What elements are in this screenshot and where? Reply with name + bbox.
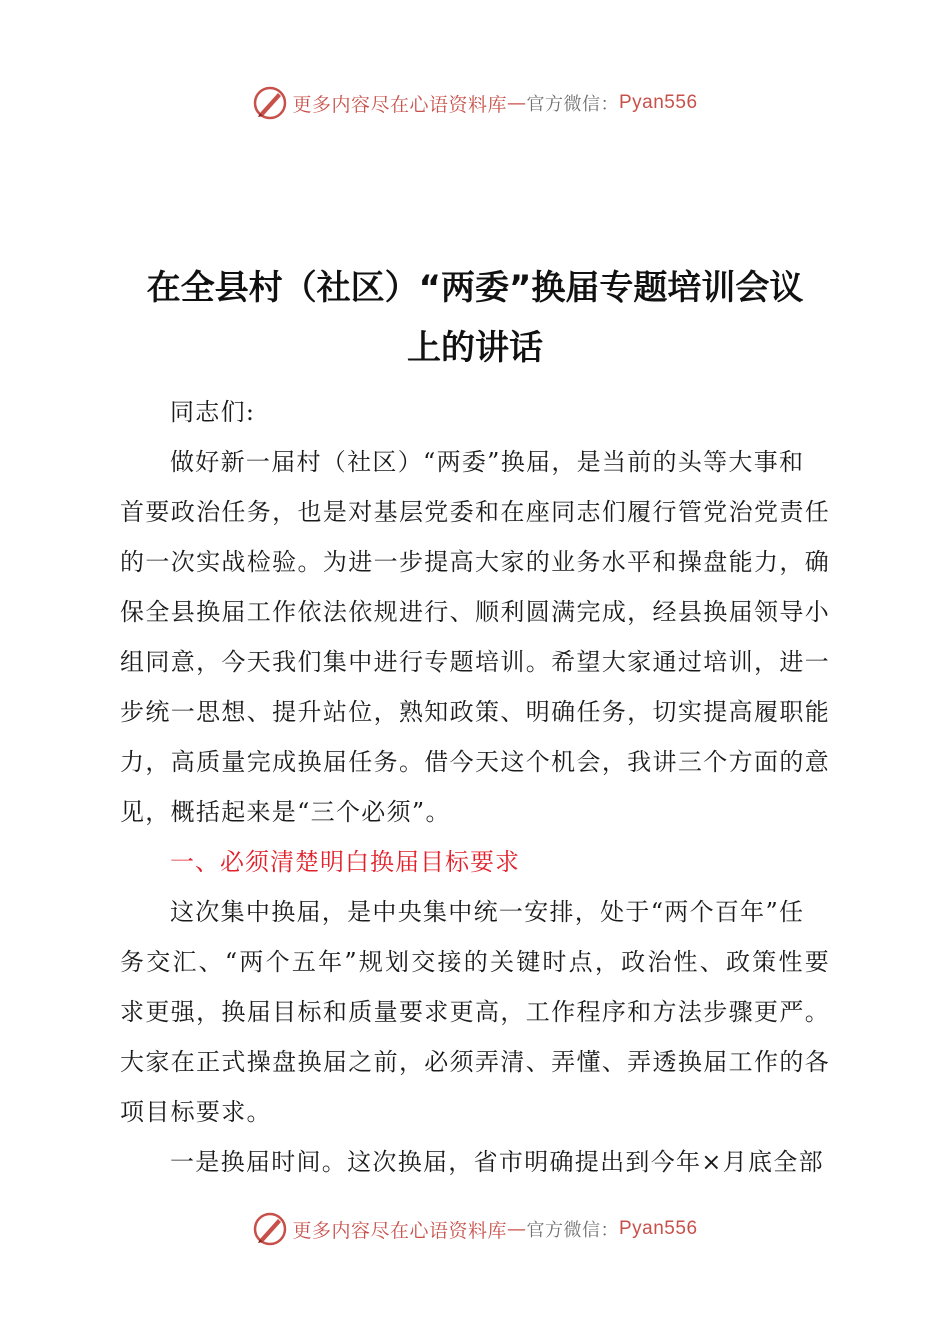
watermark-dash: — <box>507 92 527 114</box>
para1-line: 保全县换届工作依法依规进行、顺利圆满完成，经县换届领导小 <box>120 598 830 626</box>
salutation: 同志们: <box>170 398 256 426</box>
para2-line: 求更强，换届目标和质量要求更高，工作程序和方法步骤更严。 <box>120 998 830 1026</box>
document-title <box>110 258 840 378</box>
para2-line: 大家在正式操盘换届之前，必须弄清、弄懂、弄透换届工作的各 <box>120 1048 830 1076</box>
watermark-wechat-id: Pyan556 <box>619 92 698 113</box>
para1-line: 见，概括起来是“三个必须”。 <box>120 798 451 826</box>
pen-logo-icon <box>252 85 288 121</box>
watermark-official-label: 官方微信： <box>526 94 619 115</box>
watermark-wechat-id: Pyan556 <box>619 1218 698 1239</box>
watermark-brand: 更多内容尽在心语资料库 <box>292 1219 507 1242</box>
title-line-1: 在全县村（社区）“两委”换届专题培训会议 <box>146 268 804 308</box>
header-watermark <box>0 78 950 128</box>
para1-line: 做好新一届村（社区）“两委”换届，是当前的头等大事和 <box>170 448 805 476</box>
watermark-brand: 更多内容尽在心语资料库 <box>292 93 507 116</box>
para1-line: 组同意，今天我们集中进行专题培训。希望大家通过培训，进一 <box>120 648 830 676</box>
section-heading-1: 一、必须清楚明白换届目标要求 <box>170 848 520 876</box>
title-line-2: 上的讲话 <box>407 328 543 368</box>
footer-watermark <box>0 1204 950 1254</box>
watermark-dash: — <box>507 1218 527 1240</box>
para1-line: 力，高质量完成换届任务。借今天这个机会，我讲三个方面的意 <box>120 748 830 776</box>
para2-line: 这次集中换届，是中央集中统一安排，处于“两个百年”任 <box>170 898 805 926</box>
para1-line: 的一次实战检验。为进一步提高大家的业务水平和操盘能力，确 <box>120 548 830 576</box>
para2-line: 务交汇、“两个五年”规划交接的关键时点，政治性、政策性要 <box>120 948 830 976</box>
pen-logo-icon <box>252 1211 288 1247</box>
para1-line: 首要政治任务，也是对基层党委和在座同志们履行管党治党责任 <box>120 498 830 526</box>
para3-line: 一是换届时间。这次换届，省市明确提出到今年×月底全部 <box>170 1148 824 1176</box>
para2-line: 项目标要求。 <box>120 1098 272 1126</box>
watermark-official-label: 官方微信： <box>526 1220 619 1241</box>
para1-line: 步统一思想、提升站位，熟知政策、明确任务，切实提高履职能 <box>120 698 830 726</box>
